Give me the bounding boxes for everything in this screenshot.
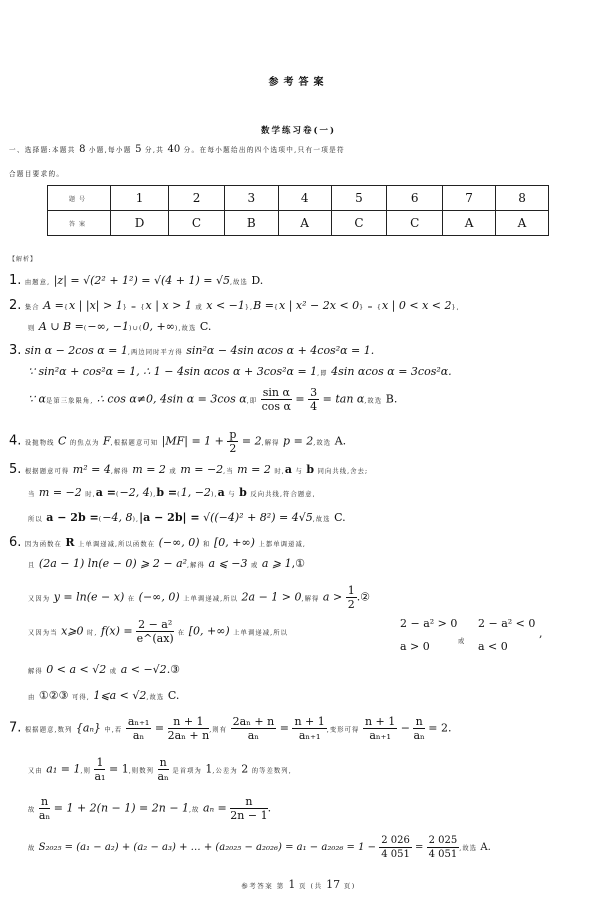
solution-math: a < 0 [478, 640, 508, 653]
table-row-answers [48, 211, 549, 236]
solution-math: f(x) = [101, 624, 133, 638]
solution-text: 又因为当 [28, 629, 58, 637]
solution-text: 因为函数在 [24, 541, 62, 548]
vector-b: b [239, 486, 247, 499]
vector-a: a [217, 486, 225, 499]
solution-math: 0 < a < √2 [46, 663, 107, 676]
fraction-denominator: 4 051 [428, 849, 458, 860]
solution-text: 时, [87, 629, 98, 637]
solution-math: = 1 + 2(n − 1) = 2n − 1 [53, 801, 190, 815]
solution-math: a − 2b = [46, 511, 99, 524]
solution-text: 中,若 [104, 726, 123, 734]
fraction-numerator: 2 026 [381, 835, 410, 846]
solution-math: A ∪ B = [38, 320, 84, 333]
solution-q3-line2 [28, 365, 452, 378]
solution-text: { [273, 304, 280, 311]
fraction-numerator: n [39, 795, 50, 809]
solution-text: 在 [177, 629, 186, 637]
solution-text: 或 [458, 638, 466, 645]
solution-math: x | |x| > 1 [68, 299, 123, 312]
instr-number: 40 [167, 144, 181, 155]
fraction-denominator: aₙ [247, 729, 260, 742]
table-cell: 3 [224, 186, 278, 211]
fraction-numerator: 1 [347, 584, 355, 597]
solution-text: 在 [127, 595, 136, 603]
table-cell: 1 [111, 186, 169, 211]
solution-text: 集合 [24, 304, 40, 311]
solution-text: ( [98, 516, 103, 523]
question-number: 4. [9, 433, 22, 449]
fraction-numerator: n [230, 795, 267, 809]
fraction-denominator: 2n − 1 [230, 809, 268, 822]
solution-q6-line4 [28, 618, 288, 645]
fraction [227, 428, 238, 455]
fraction-denominator: aₙ [413, 729, 425, 742]
solution-text: 故 [28, 845, 36, 852]
solution-text: ( [177, 491, 181, 498]
solution-text: . [267, 801, 272, 815]
solution-text: 上单调递减,所以 [183, 595, 239, 603]
solution-text: ,故选 [146, 694, 165, 701]
fraction [413, 715, 424, 742]
fraction-denominator: aₙ [38, 809, 51, 822]
solution-q2-line1 [9, 298, 460, 313]
solution-math: 2 − a² > 0 [400, 617, 458, 630]
solution-math: −2, 4 [119, 486, 150, 499]
instr-number: 8 [79, 144, 86, 155]
solution-text: 或 [109, 668, 118, 675]
solution-text: ,则数列 [128, 767, 154, 775]
solution-text: ), [210, 491, 218, 498]
solution-text: }, [451, 304, 460, 311]
solution-math: F [103, 434, 111, 448]
solution-math: 2a − 1 > 0 [241, 590, 302, 604]
fraction-denominator: aₙ₊₁ [369, 729, 391, 742]
page-total: 17 [326, 878, 341, 891]
solution-q6-line2 [28, 557, 305, 570]
solution-text: 设抛物线 [24, 439, 55, 447]
solution-answer: C. [199, 320, 212, 333]
solution-text: 故 [28, 806, 36, 814]
solution-math: [0, +∞) [214, 536, 255, 549]
fraction-denominator: 2 [347, 598, 355, 611]
fraction-denominator: 2 [229, 442, 237, 455]
solution-math: B = [253, 299, 274, 312]
question-number: 7. [9, 720, 22, 736]
solution-q3-line3 [28, 386, 397, 413]
solution-text: 时, [85, 491, 96, 498]
solution-math: (−∞, 0) [138, 590, 180, 604]
table-cell: D [111, 211, 169, 236]
solution-math: a ⩽ −3 [208, 557, 248, 570]
solution-math: b = [156, 486, 178, 499]
solution-text: ,解得 [110, 468, 129, 475]
solution-math: (−∞, 0) [158, 536, 200, 549]
solution-text: 由 [28, 694, 36, 701]
solution-math: = [279, 721, 289, 735]
footer-text: 页) [343, 882, 356, 890]
table-cell: B [224, 211, 278, 236]
fraction [292, 715, 326, 742]
solution-text: 时, [274, 468, 285, 475]
solution-text: 或 [195, 304, 203, 311]
fraction [94, 756, 105, 783]
solution-text: 又因为 [28, 595, 51, 603]
solution-text: ,故选 [312, 516, 331, 523]
fraction-numerator: 2 025 [428, 835, 458, 846]
solution-math: 0, +∞ [142, 320, 175, 333]
solution-text: }, [244, 304, 254, 311]
fraction-numerator: sin α [262, 386, 290, 399]
solution-text: ,当 [223, 468, 234, 475]
solution-math: p = 2 [283, 434, 314, 448]
solution-text: ,变形可得 [326, 726, 360, 734]
footer-text: (共 [310, 882, 323, 890]
question-number: 3. [9, 343, 22, 358]
solution-text: )∪( [129, 325, 143, 332]
solution-q1 [9, 273, 263, 288]
solution-math: m = −2 [180, 463, 224, 476]
solution-math: −∞, −1 [87, 320, 130, 333]
solution-q6-line6 [28, 689, 179, 702]
solution-text: { [63, 304, 69, 311]
solution-math: ∵ α [28, 392, 46, 406]
solution-text: 解得 [28, 668, 43, 675]
solution-q7-line2 [28, 756, 292, 783]
solution-math: x | 0 < x < 2 [381, 299, 452, 312]
fraction-denominator: a₁ [94, 770, 106, 783]
fraction-numerator: n [158, 756, 169, 770]
fraction [261, 386, 292, 413]
table-header-answer: 答案 [48, 211, 111, 236]
solution-math: a ⩾ 1 [261, 557, 292, 570]
solution-math: x | x² − 2x < 0 [279, 299, 360, 312]
solution-text: 反向共线,符合题意, [250, 491, 316, 498]
solution-math: m = 2 [132, 463, 166, 476]
page-title: 参考答案 [268, 77, 329, 88]
solution-text: 由题意, [24, 279, 51, 286]
fraction-numerator: 1 [96, 756, 104, 769]
fraction-denominator: 4 [310, 400, 318, 413]
solution-math: = [295, 392, 305, 406]
table-row-numbers [48, 186, 549, 211]
fraction-numerator: n + 1 [294, 715, 325, 728]
fraction-denominator: aₙ [132, 729, 145, 742]
solution-text: 所以 [28, 516, 43, 523]
question-number: 2. [9, 298, 22, 313]
solution-math: √((−4)² + 8²) = 4√5 [203, 511, 313, 524]
page-subtitle: 数学练习卷(一) [260, 126, 337, 136]
solution-q5-line1 [9, 462, 368, 477]
analysis-label: 【解析】 [9, 256, 38, 263]
solution-math: 1, −2 [180, 486, 211, 499]
instructions-line2: 合题目要求的。 [9, 170, 65, 178]
footer-text: 页 [298, 882, 307, 890]
solution-math: ①②③ [38, 689, 69, 702]
table-cell: 7 [443, 186, 496, 211]
solution-math: sin²α − 4sin αcos α + 4cos²α = 1. [186, 344, 375, 357]
solution-q7-line4 [28, 834, 491, 861]
solution-math: (2a − 1) ln(e − 0) ⩾ 2 − a² [38, 557, 188, 570]
solution-math: m² = 4 [72, 463, 111, 476]
solution-text: ),故选 [174, 325, 197, 332]
solution-text: ,解得 [301, 595, 320, 603]
solution-text: 的等差数列, [251, 767, 292, 775]
solution-math: a > 0 [400, 640, 430, 653]
solution-text: , [539, 627, 543, 640]
table-cell: A [278, 211, 331, 236]
instr-text: 分。在每小题给出的四个选项中,只有一项是符 [183, 146, 345, 154]
fraction [168, 715, 210, 742]
solution-text: 又由 [28, 767, 43, 775]
solution-math: = [154, 721, 165, 735]
solution-math: −4, 8 [102, 511, 133, 524]
table-cell: 8 [496, 186, 549, 211]
footer-text: 参考答案 [241, 882, 274, 890]
solution-answer: D. [251, 274, 264, 287]
fraction-numerator: n [413, 715, 424, 729]
fraction-denominator: aₙ₊₁ [298, 729, 321, 742]
solution-math: |MF| = 1 + [161, 434, 224, 448]
fraction-numerator: aₙ₊₁ [127, 715, 150, 728]
fraction [126, 715, 152, 742]
solution-text: ,故选 [364, 397, 383, 405]
solution-text: 或 [169, 468, 177, 475]
solution-answer: C. [334, 511, 346, 524]
solution-q6-line5 [28, 663, 180, 676]
answer-table [47, 185, 549, 236]
solution-answer: A. [334, 434, 347, 448]
fraction-denominator: cos α [261, 400, 291, 413]
table-cell: 2 [169, 186, 225, 211]
solution-math: S₂₀₂₅ = (a₁ − a₂) + (a₂ − a₃) + … + (a₂₀₂₅ − a₂₀₂₆) = a₁ − a₂₀₂₆ = 1 − [38, 842, 377, 853]
solution-q4 [9, 428, 346, 455]
solution-math: = 1 [108, 762, 129, 776]
instr-number: 5 [135, 144, 142, 155]
table-cell: C [169, 211, 225, 236]
solution-text: 和 [203, 541, 211, 548]
table-cell: C [331, 211, 387, 236]
solution-text: ,则有 [209, 726, 228, 734]
solution-text: .② [356, 590, 371, 604]
solution-q6-comma [539, 627, 543, 640]
solution-text: ,① [291, 557, 305, 570]
solution-math: 1 [205, 762, 213, 776]
fraction-numerator: p [229, 428, 237, 441]
solution-q2-line2 [28, 320, 211, 333]
table-cell: 4 [278, 186, 331, 211]
question-number: 6. [9, 535, 22, 550]
vector-b: b [306, 463, 315, 476]
solution-q6-or [458, 633, 465, 646]
solution-answer: B. [385, 392, 398, 406]
solution-math: 2 − a² < 0 [478, 617, 536, 630]
solution-math: a₁ = 1 [46, 762, 81, 776]
solution-math: |z| = √(2² + 1²) = √(4 + 1) = √5 [53, 274, 230, 287]
solution-math: x < −1 [206, 299, 245, 312]
fraction-numerator: n + 1 [364, 715, 396, 728]
question-number: 1. [9, 273, 22, 288]
fraction [427, 834, 460, 861]
page-footer [0, 878, 597, 891]
fraction-numerator: 2aₙ + n [232, 715, 275, 728]
fraction-numerator: 3 [310, 386, 318, 399]
fraction [231, 715, 277, 742]
instr-text: 小题,每小题 [88, 146, 132, 154]
solution-q7-line1 [9, 715, 452, 742]
vector-a: a [284, 463, 292, 476]
solution-math: = tan α [322, 392, 365, 406]
solution-text: ,根据题意可知 [110, 439, 159, 447]
solution-answer: C. [167, 689, 180, 702]
solution-math: [0, +∞) [188, 624, 230, 638]
fraction [230, 795, 267, 822]
table-cell: C [387, 211, 443, 236]
fraction [379, 834, 412, 861]
solution-math: sin α − 2cos α = 1 [24, 344, 128, 357]
solution-text: } = { [122, 304, 146, 311]
solution-math: ∴ cos α≠0, 4sin α = 3cos α [96, 392, 247, 406]
solution-math: {aₙ} [75, 721, 101, 735]
solution-math: a = [95, 486, 116, 499]
solution-math: ∵ sin²α + cos²α = 1, ∴ 1 − 4sin αcos α + 3cos²α = 1 [28, 365, 318, 378]
solution-math: − [400, 721, 410, 735]
solution-math: x | x > 1 [145, 299, 192, 312]
solution-text: ,故选 [459, 845, 478, 852]
solution-text: ,则 [80, 767, 91, 775]
solution-text: ,即 [317, 370, 328, 377]
solution-math: 2 [241, 762, 249, 776]
solution-text: ( [115, 491, 120, 498]
solution-q6-line3 [28, 584, 370, 611]
table-header-number: 题号 [48, 186, 111, 211]
fraction [363, 715, 397, 742]
question-number: 5. [9, 462, 22, 477]
solution-math: 1⩽a < √2 [93, 689, 147, 702]
solution-text: 上单调递减,所以 [233, 629, 289, 637]
solution-q6-line1 [9, 535, 306, 550]
solution-text: ,即 [246, 397, 258, 405]
solution-text: ,解得 [187, 562, 205, 569]
fraction-denominator: 2aₙ + n [167, 729, 210, 742]
solution-text: ,解得 [261, 439, 280, 447]
solution-text: ,故选 [313, 439, 332, 447]
solution-math: aₙ = [203, 801, 227, 815]
solution-text: 是首项为 [172, 767, 202, 775]
solution-q5-line3 [28, 511, 346, 524]
fraction [308, 386, 319, 413]
solution-math: a > [322, 590, 343, 604]
solution-math: 4sin αcos α = 3cos²α. [331, 365, 452, 378]
solution-text: 则 [28, 325, 36, 332]
fraction [136, 618, 174, 645]
solution-q7-line3 [28, 795, 271, 822]
solution-math: a < −√2 [120, 663, 167, 676]
solution-text: 当 [28, 491, 36, 498]
solution-text: 是第三象限角, [45, 397, 94, 405]
fraction-numerator: n + 1 [168, 715, 210, 729]
solution-math: R [65, 536, 75, 549]
solution-text: ,故选 [229, 279, 248, 286]
instr-text: 分,共 [144, 146, 165, 154]
solution-text: } = { [359, 304, 382, 311]
solution-q3-line1 [9, 343, 374, 358]
solution-text: 或 [250, 562, 259, 569]
solution-math: C [58, 434, 67, 448]
fraction-denominator: e^(ax) [136, 632, 174, 645]
solution-text: 根据题意可得 [24, 468, 70, 475]
solution-text: 可得, [72, 694, 90, 701]
solution-text: 上都单调递减, [258, 541, 306, 548]
page-number: 1 [288, 878, 296, 891]
solution-math: y = ln(e − x) [53, 590, 125, 604]
solution-math: m = −2 [38, 486, 82, 499]
solution-math: = 2. [428, 721, 452, 735]
solution-math: m = 2 [237, 463, 271, 476]
solution-text: 且 [28, 562, 36, 569]
footer-text: 第 [276, 882, 285, 890]
solution-text: ), [149, 491, 157, 498]
solution-text: 根据题意,数列 [24, 726, 73, 734]
solution-text: 与 [295, 468, 303, 475]
solution-math: |a − 2b| = [139, 511, 200, 524]
fraction-numerator: 2 − a² [138, 618, 173, 631]
solution-math: x⩾0 [61, 624, 84, 638]
solution-q5-line2 [28, 486, 316, 499]
fraction [39, 795, 50, 822]
solution-text: ), [132, 516, 140, 523]
fraction-denominator: 4 051 [381, 849, 410, 860]
fraction [346, 584, 357, 611]
fraction-denominator: aₙ [157, 770, 169, 783]
table-cell: A [496, 211, 549, 236]
table-cell: 5 [331, 186, 387, 211]
solution-math: A = [43, 299, 64, 312]
solution-q6-system2 [478, 617, 535, 653]
solution-math: = 2 [241, 434, 262, 448]
solution-text: 与 [228, 491, 236, 498]
solution-math: = [415, 842, 424, 853]
solution-text: ,故 [189, 806, 200, 814]
solution-text: ,两边同时平方得 [127, 349, 183, 356]
solution-q6-system1 [400, 617, 457, 653]
section-instructions [9, 144, 345, 155]
table-cell: A [443, 211, 496, 236]
solution-text: 上单调递减,所以函数在 [78, 541, 156, 548]
solution-text: ,公差为 [212, 767, 238, 775]
solution-text: ( [83, 325, 88, 332]
solution-answer: A. [480, 842, 491, 853]
solution-text: 的焦点为 [69, 439, 100, 447]
solution-text: .③ [166, 663, 181, 676]
table-cell: 6 [387, 186, 443, 211]
solution-text: 同向共线,舍去; [317, 468, 369, 475]
fraction [158, 756, 169, 783]
instr-text: 一、选择题:本题共 [9, 146, 76, 154]
